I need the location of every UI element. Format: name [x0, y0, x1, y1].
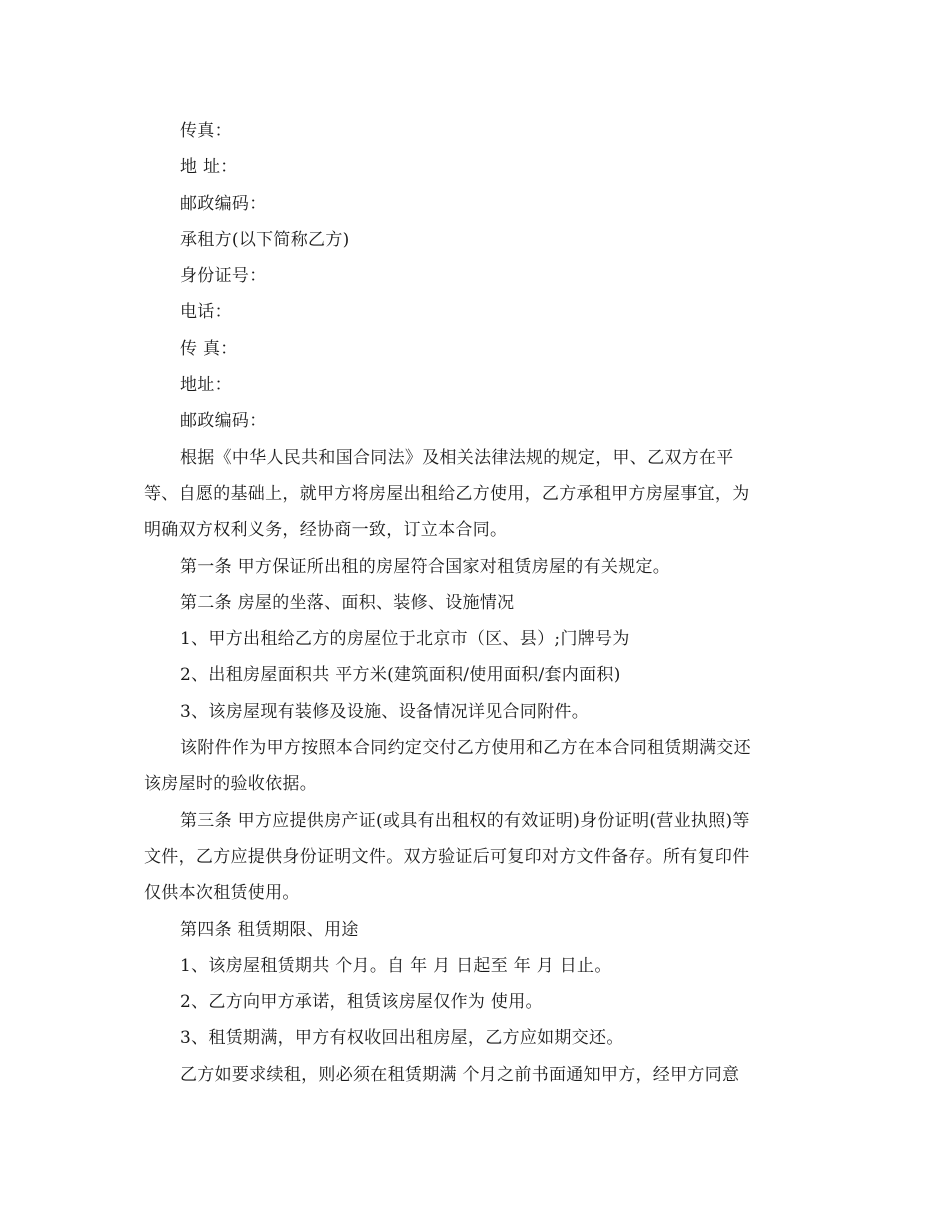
preamble-line-2: 等、自愿的基础上，就甲方将房屋出租给乙方使用，乙方承租甲方房屋事宜，为 [144, 483, 750, 504]
lessee-heading: 承租方(以下简称乙方) [180, 229, 350, 250]
lessee-address-label: 地址： [180, 375, 232, 396]
lessee-postcode-label: 邮政编码： [180, 411, 267, 432]
article-4-item-3: 3、租赁期满，甲方有权收回出租房屋，乙方应如期交还。 [180, 1028, 624, 1049]
article-3-line-3: 仅供本次租赁使用。 [144, 883, 300, 904]
article-2-item-2: 2、出租房屋面积共 平方米(建筑面积/使用面积/套内面积) [180, 665, 621, 686]
preamble-line-1: 根据《中华人民共和国合同法》及相关法律法规的规定，甲、乙双方在平 [180, 447, 734, 468]
contract-body [144, 113, 804, 1093]
article-2-item-3: 3、该房屋现有装修及设施、设备情况详见合同附件。 [180, 701, 590, 722]
article-3-line-1: 第三条 甲方应提供房产证(或具有出租权的有效证明)身份证明(营业执照)等 [180, 810, 750, 831]
article-2-note-line-2: 该房屋时的验收依据。 [144, 774, 317, 795]
article-3-line-2: 文件，乙方应提供身份证明文件。双方验证后可复印对方文件备存。所有复印件 [144, 846, 750, 867]
article-4-renewal-line-1: 乙方如要求续租，则必须在租赁期满 个月之前书面通知甲方，经甲方同意 [180, 1064, 740, 1085]
lessee-phone-label: 电话： [180, 302, 232, 323]
lessee-fax-label: 传 真： [180, 338, 238, 359]
article-2-title: 第二条 房屋的坐落、面积、装修、设施情况 [180, 592, 515, 613]
lessor-address-label: 地 址： [180, 157, 238, 178]
article-4-item-2: 2、乙方向甲方承诺，租赁该房屋仅作为 使用。 [180, 992, 543, 1013]
lessor-postcode-label: 邮政编码： [180, 193, 267, 214]
lessee-id-label: 身份证号： [180, 266, 267, 287]
lessor-fax-label: 传真： [180, 121, 232, 141]
article-4-title: 第四条 租赁期限、用途 [180, 919, 359, 940]
article-1: 第一条 甲方保证所出租的房屋符合国家对租赁房屋的有关规定。 [180, 556, 671, 577]
article-2-item-1: 1、甲方出租给乙方的房屋位于北京市（区、县）;门牌号为 [180, 629, 630, 650]
article-2-note-line-1: 该附件作为甲方按照本合同约定交付乙方使用和乙方在本合同租赁期满交还 [180, 738, 751, 759]
preamble-line-3: 明确双方权利义务，经协商一致，订立本合同。 [144, 520, 508, 541]
article-4-item-1: 1、该房屋租赁期共 个月。自 年 月 日起至 年 月 日止。 [180, 955, 612, 976]
